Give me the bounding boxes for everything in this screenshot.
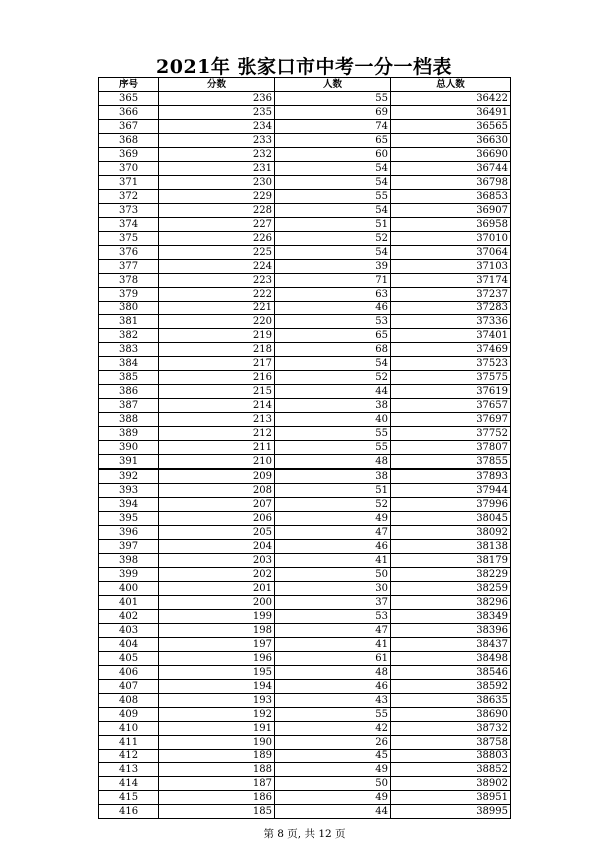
cell-count: 48 [275,665,391,679]
cell-seq: 379 [99,287,159,301]
cell-total: 36853 [391,189,511,203]
cell-total: 37469 [391,343,511,357]
cell-score: 194 [159,679,275,693]
cell-seq: 402 [99,609,159,623]
cell-total: 36744 [391,161,511,175]
cell-seq: 381 [99,315,159,329]
cell-total: 38229 [391,567,511,581]
cell-count: 54 [275,203,391,217]
cell-count: 37 [275,595,391,609]
cell-seq: 398 [99,553,159,567]
table-row [99,581,511,595]
cell-score: 219 [159,329,275,343]
cell-score: 230 [159,175,275,189]
cell-seq: 391 [99,455,159,469]
cell-total: 38758 [391,735,511,749]
cell-score: 236 [159,91,275,105]
page-title: 2021年 张家口市中考一分一档表 [156,56,452,78]
header-total: 总人数 [391,78,511,92]
cell-count: 41 [275,637,391,651]
cell-score: 226 [159,231,275,245]
cell-score: 196 [159,651,275,665]
cell-total: 38179 [391,553,511,567]
cell-seq: 372 [99,189,159,203]
cell-seq: 404 [99,637,159,651]
cell-seq: 390 [99,441,159,455]
table-row [99,609,511,623]
table-row [99,539,511,553]
cell-count: 44 [275,805,391,819]
cell-total: 38349 [391,609,511,623]
cell-total: 38092 [391,526,511,540]
cell-seq: 405 [99,651,159,665]
cell-seq: 396 [99,526,159,540]
table-row [99,231,511,245]
cell-score: 224 [159,259,275,273]
cell-count: 61 [275,651,391,665]
table-row [99,791,511,805]
cell-seq: 399 [99,567,159,581]
cell-total: 36422 [391,91,511,105]
cell-total: 38396 [391,623,511,637]
cell-count: 46 [275,539,391,553]
cell-score: 223 [159,273,275,287]
cell-count: 52 [275,231,391,245]
cell-score: 193 [159,693,275,707]
cell-score: 197 [159,637,275,651]
cell-total: 37855 [391,455,511,469]
cell-count: 38 [275,399,391,413]
cell-count: 55 [275,91,391,105]
cell-seq: 371 [99,175,159,189]
cell-total: 36907 [391,203,511,217]
cell-score: 225 [159,245,275,259]
table-row [99,245,511,259]
cell-score: 189 [159,749,275,763]
cell-total: 36565 [391,119,511,133]
cell-score: 207 [159,498,275,512]
cell-score: 211 [159,441,275,455]
cell-total: 37996 [391,498,511,512]
cell-seq: 377 [99,259,159,273]
table-row [99,805,511,819]
cell-count: 48 [275,455,391,469]
cell-count: 53 [275,315,391,329]
cell-seq: 407 [99,679,159,693]
cell-seq: 397 [99,539,159,553]
cell-total: 37944 [391,484,511,498]
cell-total: 38995 [391,805,511,819]
cell-total: 37575 [391,371,511,385]
cell-score: 229 [159,189,275,203]
table-row [99,512,511,526]
table-row [99,484,511,498]
table-row [99,427,511,441]
header-seq: 序号 [99,78,159,92]
cell-score: 217 [159,357,275,371]
cell-score: 191 [159,721,275,735]
cell-score: 227 [159,217,275,231]
cell-count: 49 [275,512,391,526]
table-row [99,777,511,791]
cell-count: 47 [275,623,391,637]
cell-score: 222 [159,287,275,301]
cell-count: 38 [275,469,391,483]
cell-score: 215 [159,385,275,399]
cell-count: 51 [275,484,391,498]
cell-count: 55 [275,427,391,441]
cell-seq: 392 [99,469,159,483]
cell-score: 209 [159,469,275,483]
cell-count: 60 [275,147,391,161]
table-row [99,315,511,329]
cell-count: 54 [275,175,391,189]
cell-total: 37807 [391,441,511,455]
cell-count: 55 [275,189,391,203]
cell-count: 52 [275,371,391,385]
cell-score: 233 [159,133,275,147]
cell-seq: 378 [99,273,159,287]
cell-total: 37064 [391,245,511,259]
table-row [99,399,511,413]
header-count: 人数 [275,78,391,92]
cell-total: 37697 [391,413,511,427]
cell-seq: 410 [99,721,159,735]
table-row [99,679,511,693]
table-row [99,217,511,231]
cell-seq: 389 [99,427,159,441]
cell-total: 38296 [391,595,511,609]
cell-seq: 374 [99,217,159,231]
table-row [99,105,511,119]
table-row [99,469,511,483]
cell-score: 188 [159,763,275,777]
table-body [99,91,511,818]
cell-seq: 414 [99,777,159,791]
cell-score: 203 [159,553,275,567]
cell-total: 36491 [391,105,511,119]
cell-seq: 412 [99,749,159,763]
cell-total: 37523 [391,357,511,371]
cell-score: 186 [159,791,275,805]
cell-total: 37283 [391,301,511,315]
table-row [99,329,511,343]
cell-total: 36630 [391,133,511,147]
cell-count: 74 [275,119,391,133]
table-row [99,735,511,749]
cell-score: 212 [159,427,275,441]
cell-score: 216 [159,371,275,385]
table-row [99,567,511,581]
cell-count: 71 [275,273,391,287]
table-row [99,665,511,679]
table-row [99,763,511,777]
cell-count: 49 [275,791,391,805]
cell-seq: 384 [99,357,159,371]
cell-total: 38951 [391,791,511,805]
cell-seq: 416 [99,805,159,819]
cell-total: 37401 [391,329,511,343]
cell-score: 210 [159,455,275,469]
cell-score: 192 [159,707,275,721]
cell-seq: 369 [99,147,159,161]
cell-total: 37752 [391,427,511,441]
cell-total: 38635 [391,693,511,707]
cell-count: 40 [275,413,391,427]
cell-seq: 375 [99,231,159,245]
cell-seq: 383 [99,343,159,357]
cell-total: 38045 [391,512,511,526]
cell-seq: 400 [99,581,159,595]
table-row [99,526,511,540]
cell-total: 38803 [391,749,511,763]
cell-score: 228 [159,203,275,217]
cell-score: 199 [159,609,275,623]
cell-seq: 367 [99,119,159,133]
cell-score: 220 [159,315,275,329]
table-row [99,357,511,371]
cell-score: 190 [159,735,275,749]
table-row [99,147,511,161]
cell-seq: 413 [99,763,159,777]
cell-total: 38546 [391,665,511,679]
cell-total: 37174 [391,273,511,287]
cell-score: 204 [159,539,275,553]
cell-count: 49 [275,763,391,777]
cell-score: 235 [159,105,275,119]
cell-count: 54 [275,245,391,259]
cell-total: 36798 [391,175,511,189]
table-row [99,161,511,175]
cell-count: 42 [275,721,391,735]
table-row [99,637,511,651]
cell-seq: 394 [99,498,159,512]
table-row [99,133,511,147]
cell-count: 65 [275,329,391,343]
page-footer: 第 8 页, 共 12 页 [263,828,346,840]
cell-seq: 409 [99,707,159,721]
cell-score: 231 [159,161,275,175]
table-row [99,498,511,512]
cell-count: 68 [275,343,391,357]
table-row [99,721,511,735]
cell-count: 55 [275,707,391,721]
cell-seq: 401 [99,595,159,609]
cell-score: 218 [159,343,275,357]
table-row [99,413,511,427]
table-row [99,175,511,189]
cell-seq: 373 [99,203,159,217]
cell-seq: 382 [99,329,159,343]
table-row [99,623,511,637]
cell-total: 37010 [391,231,511,245]
cell-score: 200 [159,595,275,609]
table-row [99,385,511,399]
cell-seq: 376 [99,245,159,259]
table-row [99,301,511,315]
cell-count: 46 [275,679,391,693]
cell-score: 201 [159,581,275,595]
cell-total: 38259 [391,581,511,595]
cell-total: 37237 [391,287,511,301]
cell-count: 54 [275,357,391,371]
cell-seq: 370 [99,161,159,175]
cell-count: 26 [275,735,391,749]
cell-score: 221 [159,301,275,315]
cell-seq: 386 [99,385,159,399]
cell-count: 65 [275,133,391,147]
cell-total: 38732 [391,721,511,735]
cell-count: 43 [275,693,391,707]
table-row [99,189,511,203]
cell-count: 51 [275,217,391,231]
cell-total: 37336 [391,315,511,329]
cell-count: 30 [275,581,391,595]
cell-seq: 380 [99,301,159,315]
header-score: 分数 [159,78,275,92]
cell-seq: 415 [99,791,159,805]
cell-total: 38498 [391,651,511,665]
cell-score: 205 [159,526,275,540]
cell-count: 41 [275,553,391,567]
cell-score: 232 [159,147,275,161]
cell-seq: 406 [99,665,159,679]
cell-seq: 365 [99,91,159,105]
cell-count: 44 [275,385,391,399]
table-row [99,343,511,357]
table-row [99,693,511,707]
cell-count: 55 [275,441,391,455]
cell-total: 37103 [391,259,511,273]
cell-total: 38690 [391,707,511,721]
table-row [99,595,511,609]
cell-total: 36958 [391,217,511,231]
cell-count: 45 [275,749,391,763]
cell-total: 36690 [391,147,511,161]
table-row [99,91,511,105]
cell-score: 187 [159,777,275,791]
cell-score: 206 [159,512,275,526]
cell-count: 50 [275,777,391,791]
table-row [99,203,511,217]
table-row [99,707,511,721]
table-row [99,553,511,567]
table-row [99,441,511,455]
cell-total: 38437 [391,637,511,651]
header-row [99,78,511,92]
cell-seq: 408 [99,693,159,707]
cell-count: 52 [275,498,391,512]
cell-score: 234 [159,119,275,133]
cell-seq: 395 [99,512,159,526]
cell-count: 46 [275,301,391,315]
table-row [99,749,511,763]
cell-total: 37893 [391,469,511,483]
cell-total: 37657 [391,399,511,413]
cell-seq: 388 [99,413,159,427]
cell-count: 47 [275,526,391,540]
cell-score: 195 [159,665,275,679]
cell-seq: 385 [99,371,159,385]
cell-score: 213 [159,413,275,427]
cell-score: 208 [159,484,275,498]
cell-count: 39 [275,259,391,273]
cell-total: 38852 [391,763,511,777]
cell-seq: 393 [99,484,159,498]
cell-seq: 387 [99,399,159,413]
cell-seq: 366 [99,105,159,119]
cell-total: 38902 [391,777,511,791]
cell-count: 53 [275,609,391,623]
table-row [99,119,511,133]
cell-seq: 368 [99,133,159,147]
cell-total: 38138 [391,539,511,553]
cell-total: 38592 [391,679,511,693]
table-row [99,259,511,273]
cell-score: 202 [159,567,275,581]
table-row [99,651,511,665]
cell-count: 69 [275,105,391,119]
cell-score: 214 [159,399,275,413]
table-row [99,287,511,301]
table-row [99,273,511,287]
table-row [99,371,511,385]
score-table [98,77,511,819]
cell-score: 185 [159,805,275,819]
cell-seq: 411 [99,735,159,749]
cell-count: 50 [275,567,391,581]
cell-count: 54 [275,161,391,175]
cell-count: 63 [275,287,391,301]
cell-total: 37619 [391,385,511,399]
table-header [99,78,511,92]
table-row [99,455,511,469]
cell-score: 198 [159,623,275,637]
cell-seq: 403 [99,623,159,637]
